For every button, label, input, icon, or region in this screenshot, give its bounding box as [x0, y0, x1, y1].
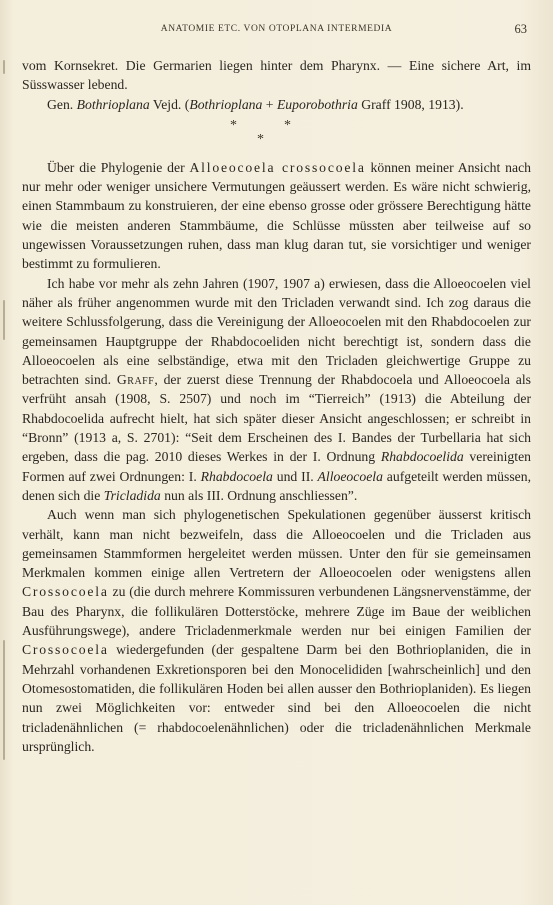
paragraph-3	[22, 158, 531, 274]
page-edge-mark	[3, 640, 5, 760]
text-run: und II.	[272, 468, 318, 484]
spaced-term: Crossocoela	[22, 642, 109, 658]
text-run: können meiner Ansicht nach nur mehr oder weniger unsichere Vermutungen geäussert werden. Es wäre nicht schwierig, einen Stammbaum zu konstruieren, der eine ebenso grosse oder grössere Berechtigung hätte wie die meisten anderen Stammbäume, die Schlüsse müssten aber teilweise auf so ungewissen Voraussetzungen ruhen, dass man klug daran tut, sie vorsichtiger und weniger bestimmt zu formulieren.	[22, 159, 531, 272]
text-run: wiedergefunden (der gespaltene Darm bei den Bothrioplaniden, die in Mehrzahl vorhandenen Exkretionsporen bei den Monocelididen [wahrscheinlich] und den Otomesostomatiden, die follikulären Hoden bei allen ausser den Bothrioplaniden). Es liegen nun zwei Möglichkeiten vor: entweder sind bei den Alloeocoelen die nicht tricladenähnlichen (= rhabdocoelenähnlichen) oder die tricladenähnlichen Merkmale ursprünglich.	[22, 642, 531, 754]
spaced-term: Alloeocoela crossocoela	[189, 159, 366, 175]
author-name: Graff	[116, 372, 155, 388]
running-header	[0, 24, 553, 40]
separator-star: *	[230, 117, 237, 133]
text-run: Über die Phylogenie der	[47, 159, 190, 175]
body-text	[22, 56, 531, 756]
synonym-2: Euporobothria	[276, 96, 358, 112]
paragraph-genus	[22, 95, 531, 114]
paragraph-4	[22, 274, 531, 506]
taxon-name: Rhabdocoela	[200, 468, 273, 484]
spaced-term: Crossocoela	[22, 584, 109, 600]
separator-star: *	[257, 131, 264, 147]
genus-author: Vejd. (	[149, 96, 190, 112]
taxon-name: Rhabdocoelida	[380, 449, 464, 465]
separator-star: *	[284, 117, 291, 133]
running-title: ANATOMIE ETC. VON OTOPLANA INTERMEDIA	[160, 24, 393, 34]
synonym-plus: +	[262, 96, 277, 112]
genus-suffix: Graff 1908, 1913).	[357, 96, 464, 112]
page-number: 63	[514, 22, 527, 36]
page-edge-mark	[3, 300, 5, 340]
paragraph-1: vom Kornsekret. Die Germarien liegen hinter dem Pharynx. — Eine sichere Art, im Süsswasser lebend.	[22, 58, 531, 93]
text-run: nun als III. Ordnung anschliessen”.	[160, 487, 358, 503]
genus-prefix: Gen.	[47, 96, 77, 112]
taxon-name: Tricladida	[103, 487, 161, 503]
text-run: Ich habe vor mehr als zehn Jahren (1907, 1907 a) erwiesen, dass die Alloeocoelen viel näher als früher angenommen wurde mit den Tricladen verwandt sind. Ich zog daraus die weitere Schlussfolgerung, dass die Vereinigung der Alloeocoelen mit den Rhabdocoelen zur gemeinsamen Hauptgruppe der Rhabdocoeliden nicht berechtigt ist, sondern dass die Alloeocoelen als eine selbständige, etwa mit den Tricladen gleichwertige Gruppe zu betrachten sind.	[22, 275, 531, 388]
text-run: vereinigten Formen auf zwei Ordnungen: I.	[22, 449, 531, 484]
taxon-name: Alloeocoela	[317, 468, 383, 484]
genus-name: Bothrioplana	[76, 96, 150, 112]
page-edge-mark	[3, 60, 5, 74]
synonym-1: Bothrioplana	[189, 96, 263, 112]
section-separator	[22, 114, 531, 150]
text-run: Auch wenn man sich phylogenetischen Spekulationen gegenüber äusserst kritisch verhält, kann man nicht bezweifeln, dass die Alloeocoelen und die Tricladen aus gemeinsamen Stammformen hergeleitet werden müssen. Unter den für sie gemeinsamen Merkmalen kommen einige allen Vertretern der Alloeocoelen oder wenigstens allen	[22, 507, 531, 581]
text-run: , der zuerst diese Trennung der Rhabdocoela und Alloeocoela als verfrüht ansah (1908, S. 2507) und noch im “Tierreich” (1913) die Abteilung der Rhabdocoelida aufrecht hielt, hat sich später dieser Ansicht angeschlossen; er schreibt in “Bronn” (1913 a, S. 2701): “Seit dem Erscheinen des I. Bandes der Turbellaria hat sich ergeben, dass die pag. 2010 dieses Werkes in der I. Ordnung	[22, 372, 531, 465]
text-run: aufgeteilt werden müssen, denen sich die	[22, 468, 531, 503]
text-run: zu (die durch mehrere Kommissuren verbundenen Längsnervenstämme, der Bau des Pharynx, die follikulären Dotterstöcke, mehrere Züge im Baue der weiblichen Ausführungswege), andere Tricladenmerkmale werden nur bei einigen Familien der	[22, 584, 531, 639]
paragraph-5	[22, 505, 531, 756]
